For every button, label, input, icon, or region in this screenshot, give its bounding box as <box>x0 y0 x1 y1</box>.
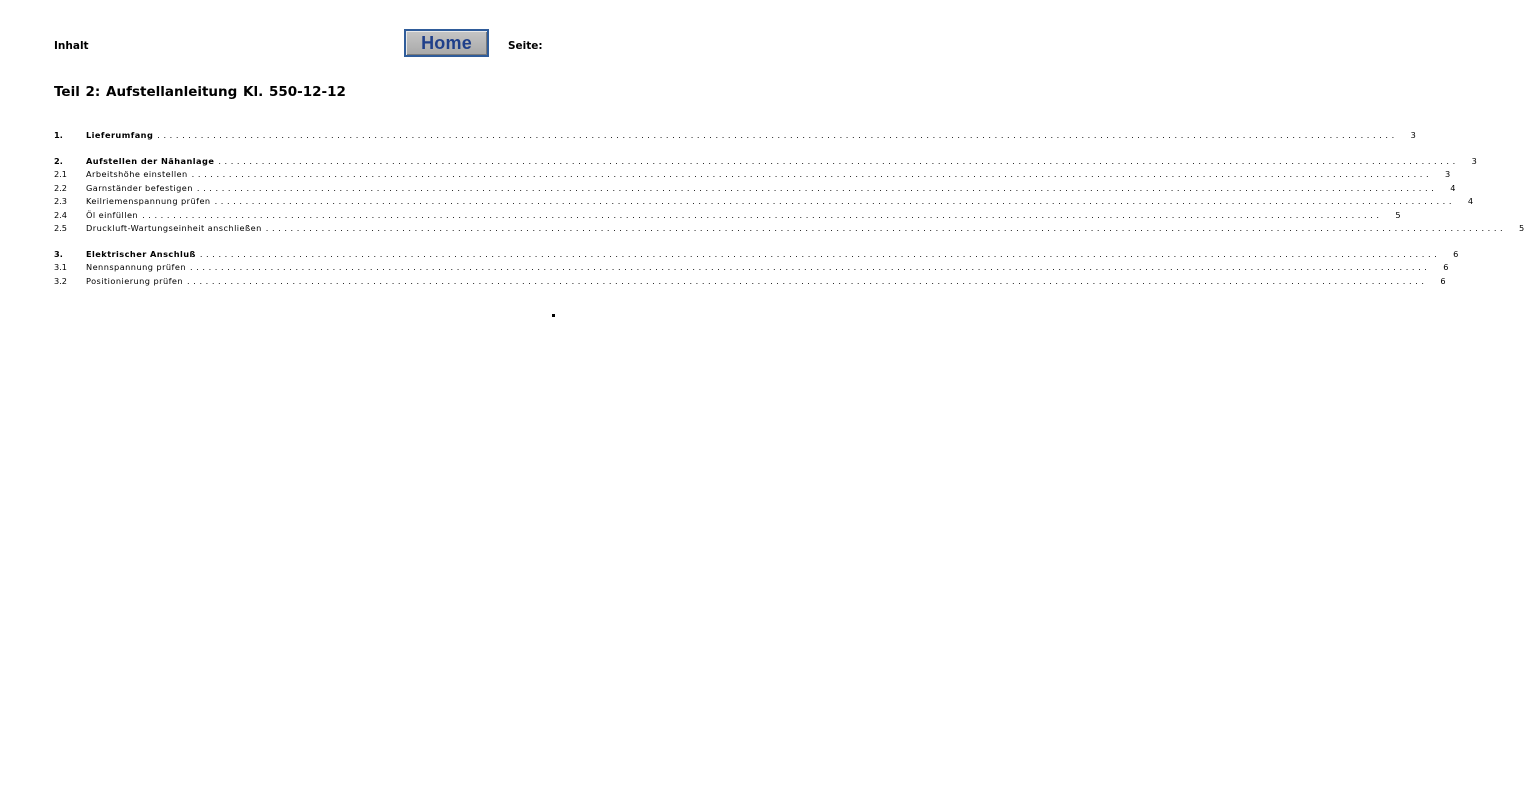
toc-page-number: 5 <box>1395 209 1401 220</box>
table-of-contents <box>54 130 1524 289</box>
toc-page-number: 3 <box>1471 155 1477 166</box>
toc-item-row[interactable] <box>54 275 1446 290</box>
toc-item-row[interactable] <box>54 223 1524 237</box>
toc-page-number: 3 <box>1410 130 1416 140</box>
toc-item-label: Garnständer befestigen <box>86 182 193 193</box>
toc-item-label: Keilriemenspannung prüfen <box>86 196 211 206</box>
toc-section-number: 2. <box>54 155 63 166</box>
toc-item-number: 2.3 <box>54 196 68 206</box>
toc-section-number: 3. <box>54 248 63 259</box>
toc-leader-dots: ........................................................................................................................................................................................................ <box>142 209 1383 220</box>
toc-item-row[interactable] <box>54 182 1456 197</box>
toc-leader-dots: ........................................................................................................................................................................................................ <box>190 262 1431 272</box>
toc-item-row[interactable] <box>54 196 1474 210</box>
toc-section-label: Aufstellen der Nähanlage <box>86 155 215 166</box>
toc-item-number: 3.1 <box>54 262 68 272</box>
stray-mark <box>552 314 555 317</box>
toc-leader-dots: ........................................................................................................................................................................................................ <box>265 223 1507 233</box>
toc-leader-dots: ........................................................................................................................................................................................................ <box>191 169 1433 179</box>
toc-item-label: Druckluft-Wartungseinheit anschließen <box>86 223 262 233</box>
toc-item-row[interactable] <box>54 262 1449 276</box>
toc-section-number: 1. <box>54 130 63 140</box>
toc-leader-dots: ........................................................................................................................................................................................................ <box>196 182 1438 193</box>
toc-item-label: Öl einfüllen <box>86 209 139 220</box>
toc-item-number: 2.5 <box>54 223 68 233</box>
home-button-label: Home <box>421 32 472 53</box>
toc-leader-dots: ........................................................................................................................................................................................................ <box>214 196 1456 206</box>
toc-item-label: Positionierung prüfen <box>86 275 184 286</box>
toc-section-row[interactable] <box>54 130 1416 144</box>
toc-item-label: Nennspannung prüfen <box>86 262 186 272</box>
toc-leader-dots: ........................................................................................................................................................................................................ <box>199 248 1441 259</box>
toc-page-number: 6 <box>1443 262 1449 272</box>
toc-section-label: Elektrischer Anschluß <box>86 248 196 259</box>
toc-page-number: 4 <box>1450 182 1456 193</box>
toc-page-number: 5 <box>1519 223 1524 233</box>
toc-section-row[interactable] <box>54 248 1459 263</box>
toc-item-row[interactable] <box>54 169 1451 183</box>
toc-section-row[interactable] <box>54 155 1477 170</box>
toc-page-number: 3 <box>1444 169 1451 179</box>
home-button[interactable] <box>404 29 489 57</box>
toc-item-number: 2.1 <box>54 169 68 179</box>
toc-page-number: 6 <box>1453 248 1459 259</box>
toc-leader-dots: ........................................................................................................................................................................................................ <box>157 130 1398 140</box>
header-seite-label: Seite: <box>508 40 543 52</box>
toc-page-number: 4 <box>1467 196 1474 206</box>
toc-item-label: Arbeitshöhe einstellen <box>86 169 188 179</box>
toc-item-number: 2.2 <box>54 182 68 193</box>
toc-leader-dots: ........................................................................................................................................................................................................ <box>187 275 1428 286</box>
toc-page-number: 6 <box>1440 275 1446 286</box>
toc-leader-dots: ........................................................................................................................................................................................................ <box>218 155 1459 166</box>
toc-item-row[interactable] <box>54 209 1401 224</box>
toc-item-number: 2.4 <box>54 209 68 220</box>
toc-section-label: Lieferumfang <box>86 130 154 140</box>
page-title: Teil 2: Aufstellanleitung Kl. 550-12-12 <box>54 84 346 100</box>
header-inhalt-label: Inhalt <box>54 40 89 52</box>
toc-item-number: 3.2 <box>54 275 68 286</box>
